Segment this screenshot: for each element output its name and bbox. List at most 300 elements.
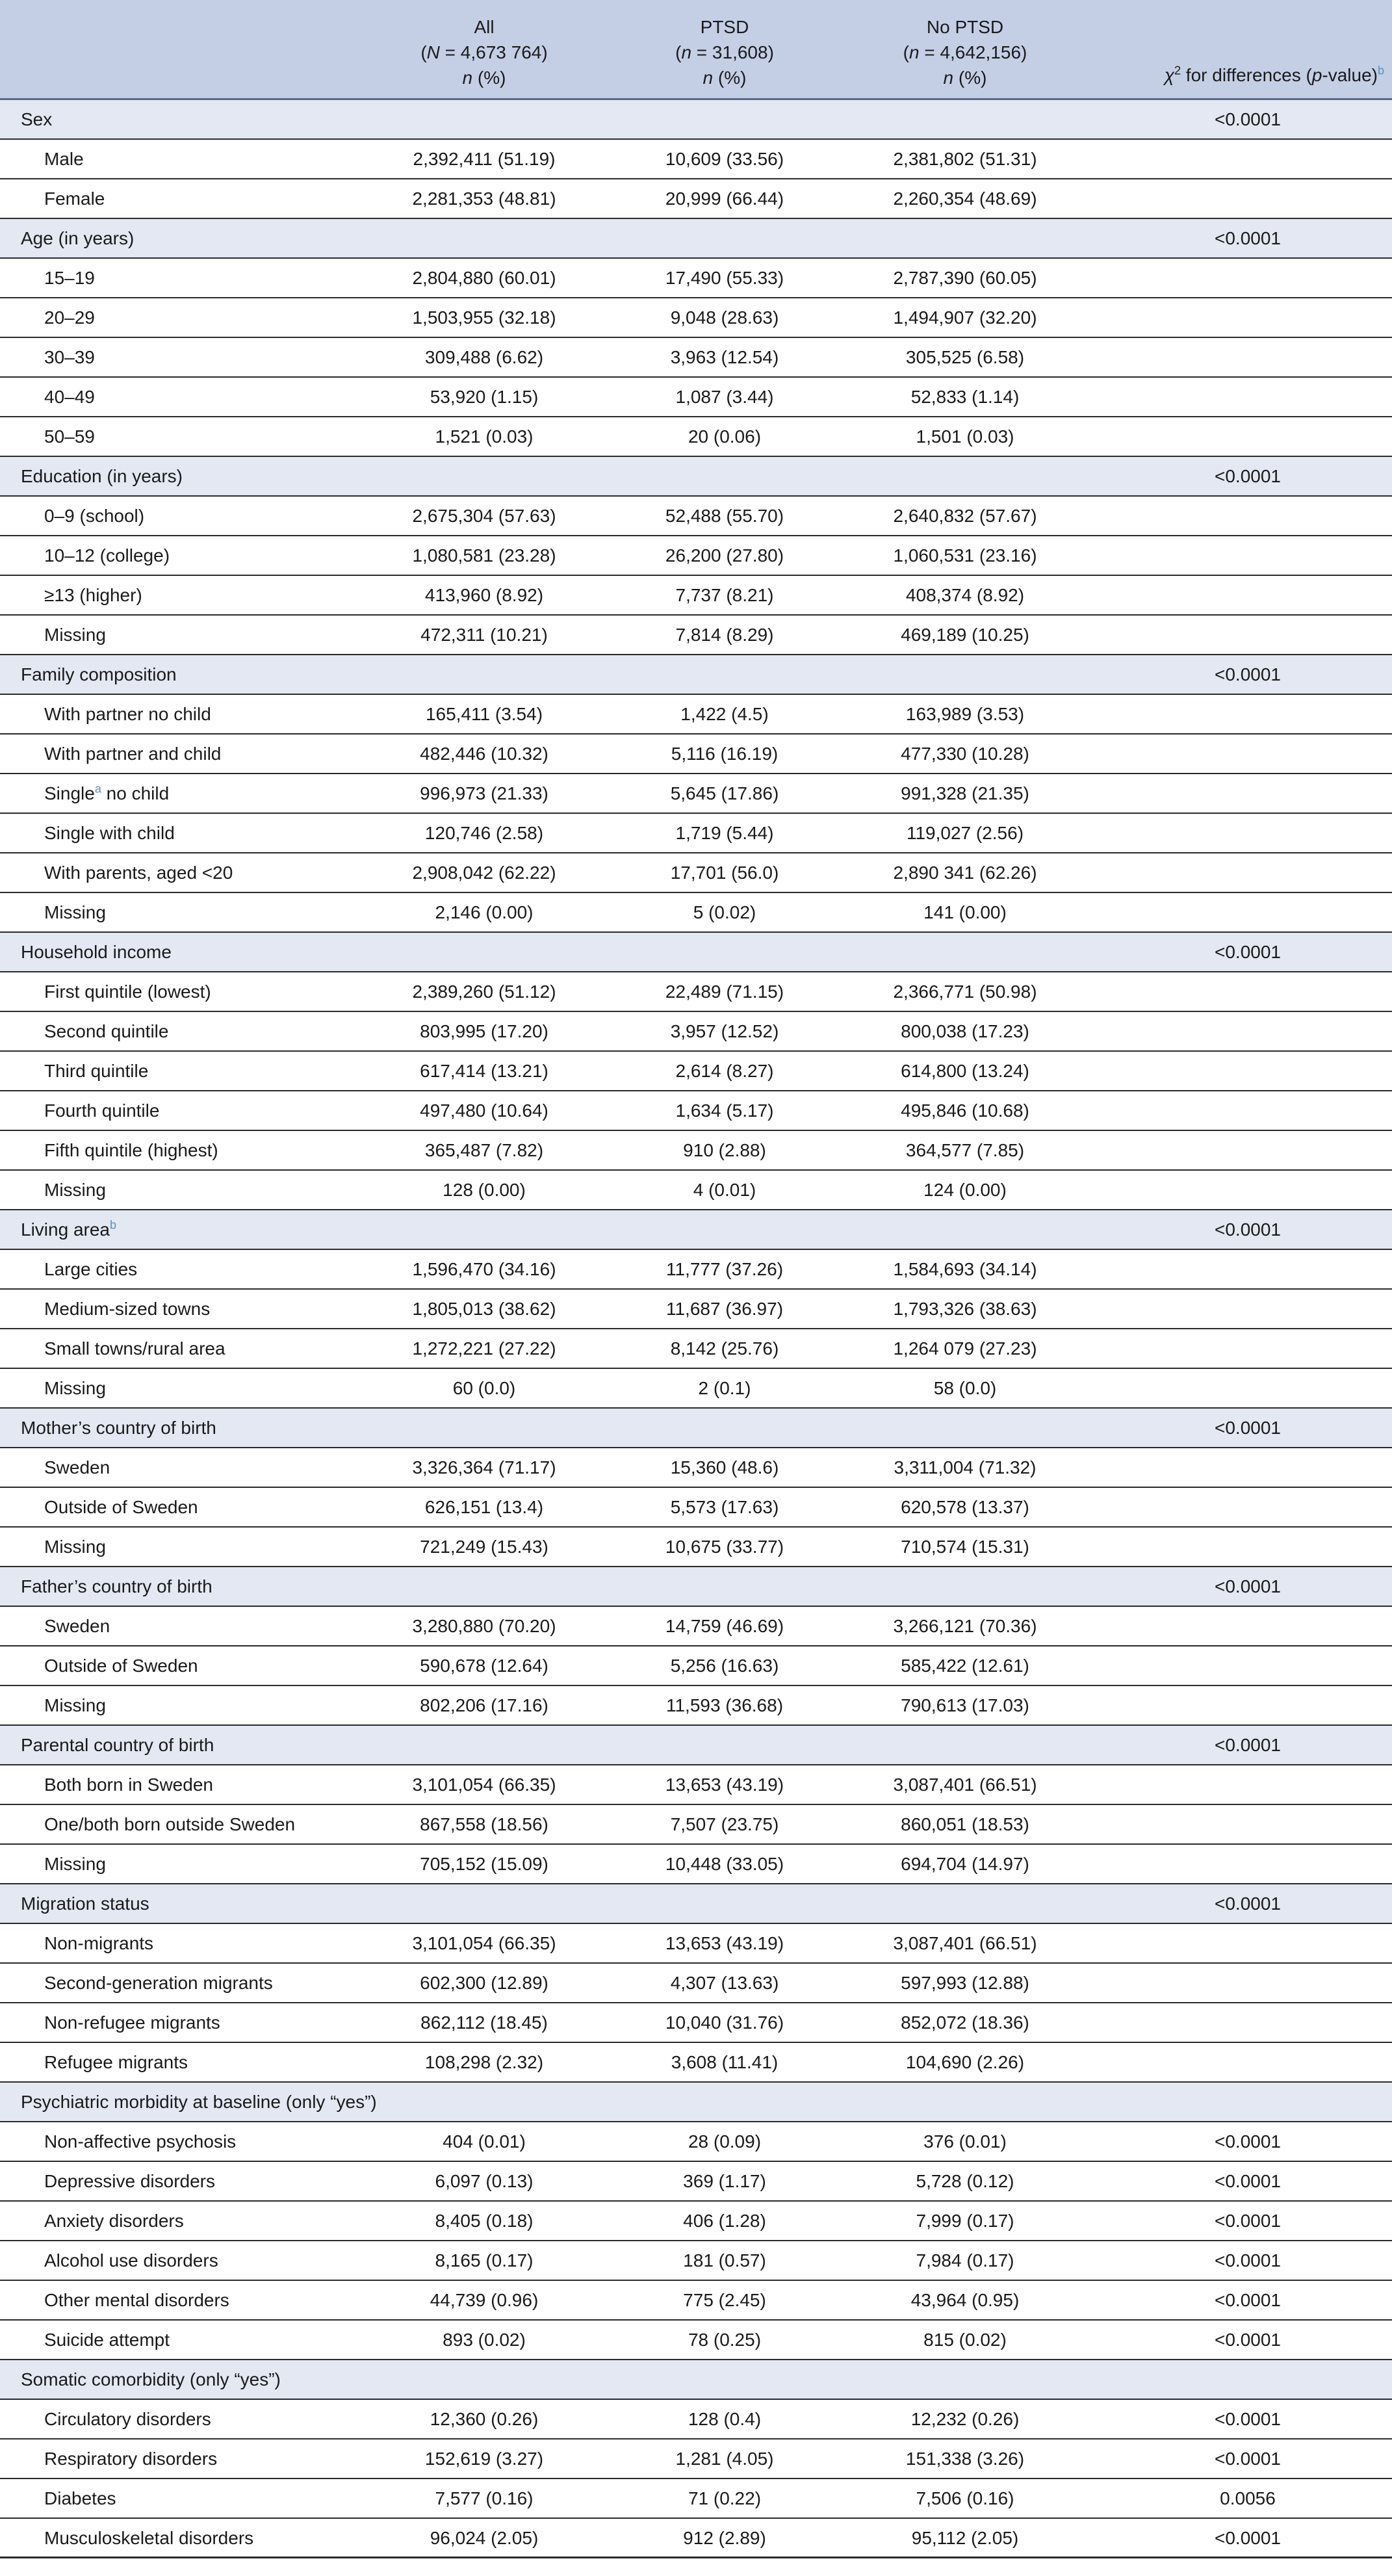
cell-all: 803,995 (17.20) xyxy=(420,1021,548,1041)
cell-no-ptsd: 7,984 (0.17) xyxy=(916,2250,1014,2270)
cell-ptsd: 10,675 (33.77) xyxy=(665,1537,784,1557)
cell-all: 867,558 (18.56) xyxy=(420,1814,548,1834)
cell-all: 802,206 (17.16) xyxy=(420,1695,548,1715)
cell-no-ptsd: 1,501 (0.03) xyxy=(916,426,1014,447)
cell-ptsd: 7,507 (23.75) xyxy=(670,1814,779,1834)
cell-ptsd: 5,116 (16.19) xyxy=(671,744,779,764)
cell-p-value: <0.0001 xyxy=(1215,2409,1281,2429)
group-label: Psychiatric morbidity at baseline (only “yes”) xyxy=(21,2092,377,2112)
row-label: One/both born outside Sweden xyxy=(44,1814,296,1834)
group-label: Living area$^b$ xyxy=(21,1218,116,1240)
row-label: 10–12 (college) xyxy=(44,545,170,566)
cell-all: 3,280,880 (70.20) xyxy=(412,1616,556,1636)
cell-all: 3,101,054 (66.35) xyxy=(412,1775,556,1795)
table-group-row xyxy=(0,100,1392,140)
table-row xyxy=(0,1091,1392,1131)
cell-no-ptsd: 151,338 (3.26) xyxy=(905,2449,1025,2469)
cell-no-ptsd: 3,311,004 (71.32) xyxy=(894,1457,1037,1477)
cell-ptsd: 128 (0.4) xyxy=(688,2409,762,2429)
cell-ptsd: 1,719 (5.44) xyxy=(675,823,774,843)
cell-all: 8,405 (0.18) xyxy=(435,2211,534,2231)
cell-no-ptsd: 2,787,390 (60.05) xyxy=(893,268,1037,288)
group-label: Household income xyxy=(21,942,172,962)
row-label: Anxiety disorders xyxy=(44,2211,184,2231)
cell-ptsd: 14,759 (46.69) xyxy=(665,1616,784,1636)
cell-all: 365,487 (7.82) xyxy=(424,1140,544,1160)
header-ptsd-title: PTSD xyxy=(700,17,749,37)
cell-no-ptsd: 5,728 (0.12) xyxy=(916,2171,1014,2191)
table-header xyxy=(0,0,1392,100)
row-label: With partner no child xyxy=(44,704,211,724)
row-label: Single with child xyxy=(44,823,175,843)
cell-no-ptsd: 58 (0.0) xyxy=(933,1378,997,1398)
cell-no-ptsd: 2,366,771 (50.98) xyxy=(893,982,1037,1002)
table-group-row xyxy=(0,933,1392,972)
table-row xyxy=(0,853,1392,893)
row-label: Fifth quintile (highest) xyxy=(44,1140,218,1160)
table-row xyxy=(0,2519,1392,2558)
table-row xyxy=(0,2003,1392,2043)
cell-ptsd: 17,701 (56.0) xyxy=(670,863,779,883)
table-row xyxy=(0,972,1392,1012)
cell-all: 3,326,364 (71.17) xyxy=(412,1457,556,1477)
cell-p-value: <0.0001 xyxy=(1215,2211,1281,2231)
table-row xyxy=(0,140,1392,179)
cell-no-ptsd: 495,846 (10.68) xyxy=(901,1100,1029,1121)
table-group-row xyxy=(0,1726,1392,1765)
cell-p-value: <0.0001 xyxy=(1215,2528,1281,2548)
cell-p-value: <0.0001 xyxy=(1215,2290,1281,2310)
table-group-row xyxy=(0,1409,1392,1448)
table-row xyxy=(0,1369,1392,1409)
group-label: Father’s country of birth xyxy=(21,1576,213,1596)
cell-no-ptsd: 1,264 079 (27.23) xyxy=(893,1338,1037,1359)
cell-all: 617,414 (13.21) xyxy=(420,1061,548,1081)
cell-no-ptsd: 3,087,401 (66.51) xyxy=(893,1775,1037,1795)
row-label: Respiratory disorders xyxy=(44,2449,218,2469)
table-group-row xyxy=(0,457,1392,497)
cell-all: 44,739 (0.96) xyxy=(430,2290,539,2310)
cell-no-ptsd: 408,374 (8.92) xyxy=(905,585,1025,605)
table-row xyxy=(0,893,1392,933)
cell-all: 472,311 (10.21) xyxy=(420,625,548,645)
table-row xyxy=(0,774,1392,814)
cell-no-ptsd: 124 (0.00) xyxy=(923,1180,1007,1200)
cell-all: 497,480 (10.64) xyxy=(420,1100,548,1121)
cell-ptsd: 775 (2.45) xyxy=(683,2290,766,2310)
row-label: 20–29 xyxy=(44,307,95,328)
row-label: Female xyxy=(44,189,105,209)
table-row xyxy=(0,616,1392,655)
cell-all: 893 (0.02) xyxy=(443,2330,526,2350)
cell-all: 626,151 (13.4) xyxy=(424,1497,544,1517)
cell-ptsd: 4,307 (13.63) xyxy=(670,1973,779,1993)
cell-no-ptsd: 694,704 (14.97) xyxy=(901,1854,1029,1874)
row-label: Non-migrants xyxy=(44,1933,154,1953)
cell-all: 152,619 (3.27) xyxy=(424,2449,544,2469)
cell-no-ptsd: 95,112 (2.05) xyxy=(911,2528,1019,2548)
cell-p-value: 0.0056 xyxy=(1220,2488,1276,2508)
row-label: Outside of Sweden xyxy=(44,1497,198,1517)
cell-p-value: <0.0001 xyxy=(1215,228,1281,248)
cell-all: 2,804,880 (60.01) xyxy=(412,268,556,288)
group-label: Parental country of birth xyxy=(21,1735,214,1755)
row-label: Missing xyxy=(44,1695,106,1715)
cell-all: 413,960 (8.92) xyxy=(424,585,544,605)
row-label: Musculoskeletal disorders xyxy=(44,2528,254,2548)
cell-ptsd: 10,040 (31.76) xyxy=(665,2012,784,2033)
cell-all: 1,080,581 (23.28) xyxy=(412,545,556,566)
cell-all: 8,165 (0.17) xyxy=(435,2250,534,2270)
cell-all: 404 (0.01) xyxy=(443,2131,526,2152)
cell-ptsd: 22,489 (71.15) xyxy=(665,982,784,1002)
row-label: Missing xyxy=(44,1378,106,1398)
cell-all: 996,973 (21.33) xyxy=(420,783,548,803)
table-group-row xyxy=(0,2083,1392,2122)
cell-no-ptsd: 597,993 (12.88) xyxy=(901,1973,1029,1993)
cell-ptsd: 5,645 (17.86) xyxy=(670,783,779,803)
row-label: Other mental disorders xyxy=(44,2290,229,2310)
cell-ptsd: 15,360 (48.6) xyxy=(670,1457,779,1477)
cell-no-ptsd: 1,060,531 (23.16) xyxy=(893,545,1037,566)
cell-all: 2,392,411 (51.19) xyxy=(413,149,556,169)
cell-ptsd: 3,608 (11.41) xyxy=(671,2052,779,2072)
cell-no-ptsd: 477,330 (10.28) xyxy=(901,744,1029,764)
header-ptsd-unit: n (%) xyxy=(702,68,747,88)
row-label: 50–59 xyxy=(44,426,95,447)
cell-p-value: <0.0001 xyxy=(1215,1735,1281,1755)
row-label: Missing xyxy=(44,902,106,922)
table-row xyxy=(0,1607,1392,1646)
cell-all: 2,389,260 (51.12) xyxy=(412,982,556,1002)
row-label: Single$^a$ no child xyxy=(44,782,170,803)
table-row xyxy=(0,1528,1392,1567)
cell-all: 128 (0.00) xyxy=(443,1180,526,1200)
cell-ptsd: 28 (0.09) xyxy=(688,2131,762,2152)
cell-no-ptsd: 7,506 (0.16) xyxy=(916,2488,1014,2508)
cell-ptsd: 7,737 (8.21) xyxy=(675,585,774,605)
row-label: 40–49 xyxy=(44,387,95,407)
cell-no-ptsd: 141 (0.00) xyxy=(923,902,1007,922)
cell-ptsd: 17,490 (55.33) xyxy=(665,268,784,288)
table-row xyxy=(0,259,1392,298)
row-label: Both born in Sweden xyxy=(44,1775,213,1795)
row-label: Second quintile xyxy=(44,1021,169,1041)
cell-ptsd: 26,200 (27.80) xyxy=(665,545,784,566)
group-label: Mother’s country of birth xyxy=(21,1418,216,1438)
cell-p-value: <0.0001 xyxy=(1215,1418,1281,1438)
row-label: Refugee migrants xyxy=(44,2052,188,2072)
cell-ptsd: 3,963 (12.54) xyxy=(670,347,779,367)
row-label: Medium-sized towns xyxy=(44,1299,211,1319)
table-row xyxy=(0,417,1392,457)
cell-no-ptsd: 790,613 (17.03) xyxy=(901,1695,1029,1715)
cell-ptsd: 20,999 (66.44) xyxy=(665,189,784,209)
cell-all: 53,920 (1.15) xyxy=(430,387,539,407)
cell-all: 2,146 (0.00) xyxy=(435,902,534,922)
table-row xyxy=(0,536,1392,576)
cell-all: 1,503,955 (32.18) xyxy=(412,307,556,328)
table-row xyxy=(0,378,1392,417)
row-label: Fourth quintile xyxy=(44,1100,160,1121)
header-chi-square: $\chi^2$ for differences (p-value)$^b$ xyxy=(1164,64,1384,85)
row-label: Missing xyxy=(44,1854,106,1874)
cell-all: 60 (0.0) xyxy=(452,1378,516,1398)
cell-p-value: <0.0001 xyxy=(1215,2171,1281,2191)
cell-no-ptsd: 710,574 (15.31) xyxy=(901,1537,1029,1557)
cell-ptsd: 11,593 (36.68) xyxy=(665,1695,784,1715)
cell-p-value: <0.0001 xyxy=(1215,2250,1281,2270)
cell-ptsd: 369 (1.17) xyxy=(683,2171,766,2191)
cell-no-ptsd: 43,964 (0.95) xyxy=(910,2290,1020,2310)
table-row xyxy=(0,735,1392,774)
table-row xyxy=(0,1131,1392,1171)
cell-all: 1,596,470 (34.16) xyxy=(412,1259,556,1279)
header-ptsd-count: (n = 31,608) xyxy=(675,42,774,62)
cell-p-value: <0.0001 xyxy=(1215,2449,1281,2469)
row-label: Outside of Sweden xyxy=(44,1656,198,1676)
cell-ptsd: 912 (2.89) xyxy=(683,2528,766,2548)
table-row xyxy=(0,1012,1392,1052)
table-row xyxy=(0,1329,1392,1369)
cell-ptsd: 4 (0.01) xyxy=(693,1180,756,1200)
row-label: 15–19 xyxy=(44,268,95,288)
cell-ptsd: 11,687 (36.97) xyxy=(665,1299,784,1319)
table-group-row xyxy=(0,2360,1392,2400)
cell-no-ptsd: 52,833 (1.14) xyxy=(910,387,1020,407)
cell-ptsd: 406 (1.28) xyxy=(683,2211,766,2231)
cell-ptsd: 5,256 (16.63) xyxy=(670,1656,779,1676)
cell-ptsd: 13,653 (43.19) xyxy=(665,1775,784,1795)
table-row xyxy=(0,2479,1392,2519)
row-label: Second-generation migrants xyxy=(44,1973,273,1993)
row-label: Missing xyxy=(44,625,106,645)
table-body xyxy=(0,100,1392,2558)
table-group-row xyxy=(0,1210,1392,1250)
row-label: 0–9 (school) xyxy=(44,506,145,526)
row-label: Depressive disorders xyxy=(44,2171,215,2191)
cell-ptsd: 78 (0.25) xyxy=(688,2330,762,2350)
table-row xyxy=(0,1448,1392,1488)
cell-no-ptsd: 2,260,354 (48.69) xyxy=(893,189,1037,209)
cell-ptsd: 2,614 (8.27) xyxy=(675,1061,774,1081)
table-row xyxy=(0,1171,1392,1210)
cell-p-value: <0.0001 xyxy=(1215,109,1281,129)
cell-ptsd: 52,488 (55.70) xyxy=(665,506,784,526)
cell-all: 705,152 (15.09) xyxy=(420,1854,548,1874)
cell-ptsd: 1,281 (4.05) xyxy=(675,2449,774,2469)
header-no-ptsd-unit: n (%) xyxy=(943,68,987,88)
table-row xyxy=(0,2043,1392,2083)
cell-all: 1,805,013 (38.62) xyxy=(412,1299,556,1319)
cell-no-ptsd: 1,793,326 (38.63) xyxy=(893,1299,1037,1319)
cell-all: 165,411 (3.54) xyxy=(425,704,543,724)
cell-p-value: <0.0001 xyxy=(1215,2330,1281,2350)
row-label: First quintile (lowest) xyxy=(44,982,211,1002)
table-row xyxy=(0,2400,1392,2439)
cell-no-ptsd: 7,999 (0.17) xyxy=(916,2211,1014,2231)
cell-p-value: <0.0001 xyxy=(1215,1893,1281,1914)
row-label: Small towns/rural area xyxy=(44,1338,226,1359)
cell-all: 862,112 (18.45) xyxy=(420,2012,548,2033)
footnote-b-link[interactable]: b xyxy=(1377,64,1384,77)
cell-no-ptsd: 3,266,121 (70.36) xyxy=(893,1616,1037,1636)
cell-no-ptsd: 860,051 (18.53) xyxy=(901,1814,1029,1834)
cell-ptsd: 7,814 (8.29) xyxy=(675,625,774,645)
header-ptsd xyxy=(604,14,845,90)
table-row xyxy=(0,576,1392,616)
cell-all: 6,097 (0.13) xyxy=(435,2171,534,2191)
header-all-title: All xyxy=(474,17,495,37)
cell-no-ptsd: 1,494,907 (32.20) xyxy=(893,307,1037,328)
cell-p-value: <0.0001 xyxy=(1215,664,1281,684)
cell-no-ptsd: 163,989 (3.53) xyxy=(905,704,1025,724)
table-group-row xyxy=(0,1884,1392,1924)
cell-ptsd: 181 (0.57) xyxy=(683,2250,766,2270)
table-row xyxy=(0,1488,1392,1528)
cell-ptsd: 3,957 (12.52) xyxy=(670,1021,779,1041)
table-row xyxy=(0,2241,1392,2281)
table-row xyxy=(0,1290,1392,1329)
cell-p-value: <0.0001 xyxy=(1215,1576,1281,1596)
group-label: Education (in years) xyxy=(21,466,183,486)
table-row xyxy=(0,1686,1392,1726)
group-label: Family composition xyxy=(21,664,177,684)
cell-no-ptsd: 800,038 (17.23) xyxy=(901,1021,1029,1041)
table-group-row xyxy=(0,655,1392,695)
row-label: Non-affective psychosis xyxy=(44,2131,237,2152)
row-label: Diabetes xyxy=(44,2488,116,2508)
cell-no-ptsd: 2,640,832 (57.67) xyxy=(893,506,1037,526)
cell-ptsd: 71 (0.22) xyxy=(688,2488,762,2508)
header-all xyxy=(364,14,604,90)
footnote-a-link[interactable]: a xyxy=(94,782,101,796)
cell-no-ptsd: 620,578 (13.37) xyxy=(901,1497,1029,1517)
table-row xyxy=(0,695,1392,735)
cell-no-ptsd: 119,027 (2.56) xyxy=(906,823,1024,843)
cell-all: 1,272,221 (27.22) xyxy=(412,1338,556,1359)
cell-ptsd: 20 (0.06) xyxy=(688,426,762,447)
table-row xyxy=(0,298,1392,338)
cell-ptsd: 11,777 (37.26) xyxy=(665,1259,784,1279)
row-label: Suicide attempt xyxy=(44,2330,170,2350)
table-row xyxy=(0,497,1392,536)
cell-p-value: <0.0001 xyxy=(1215,942,1281,962)
row-label: Alcohol use disorders xyxy=(44,2250,218,2270)
row-label: Circulatory disorders xyxy=(44,2409,211,2429)
cell-no-ptsd: 376 (0.01) xyxy=(923,2131,1007,2152)
row-label: Non-refugee migrants xyxy=(44,2012,220,2033)
table-group-row xyxy=(0,1567,1392,1607)
cell-all: 1,521 (0.03) xyxy=(435,426,534,447)
cell-ptsd: 5,573 (17.63) xyxy=(670,1497,779,1517)
header-no-ptsd-count: (n = 4,642,156) xyxy=(903,42,1027,62)
cell-ptsd: 9,048 (28.63) xyxy=(670,307,779,328)
table-row xyxy=(0,1964,1392,2003)
cell-all: 7,577 (0.16) xyxy=(435,2488,534,2508)
cell-no-ptsd: 852,072 (18.36) xyxy=(901,2012,1029,2033)
cell-no-ptsd: 3,087,401 (66.51) xyxy=(893,1933,1037,1953)
table-row xyxy=(0,1924,1392,1964)
cell-no-ptsd: 2,890 341 (62.26) xyxy=(893,863,1037,883)
cell-all: 309,488 (6.62) xyxy=(424,347,544,367)
cell-all: 2,281,353 (48.81) xyxy=(412,189,556,209)
table-row xyxy=(0,814,1392,853)
cell-all: 120,746 (2.58) xyxy=(424,823,544,843)
cell-no-ptsd: 585,422 (12.61) xyxy=(901,1656,1029,1676)
cell-all: 602,300 (12.89) xyxy=(420,1973,548,1993)
group-label: Sex xyxy=(21,109,53,129)
table-row xyxy=(0,1646,1392,1686)
group-label: Age (in years) xyxy=(21,228,135,248)
row-label: Large cities xyxy=(44,1259,138,1279)
table-row xyxy=(0,2439,1392,2479)
group-label: Somatic comorbidity (only “yes”) xyxy=(21,2369,281,2389)
row-label: 30–39 xyxy=(44,347,95,367)
header-no-ptsd-title: No PTSD xyxy=(926,17,1004,37)
row-label: With parents, aged <20 xyxy=(44,863,233,883)
table-row xyxy=(0,1765,1392,1805)
header-all-count: (N = 4,673 764) xyxy=(420,42,548,62)
header-no-ptsd xyxy=(845,14,1085,90)
cell-no-ptsd: 12,232 (0.26) xyxy=(910,2409,1020,2429)
cell-all: 96,024 (2.05) xyxy=(430,2528,539,2548)
cell-ptsd: 10,609 (33.56) xyxy=(665,149,784,169)
cell-no-ptsd: 2,381,802 (51.31) xyxy=(893,149,1037,169)
cell-no-ptsd: 469,189 (10.25) xyxy=(901,625,1029,645)
table-group-row xyxy=(0,219,1392,259)
row-label: Sweden xyxy=(44,1616,110,1636)
row-label: Sweden xyxy=(44,1457,110,1477)
table-row xyxy=(0,2162,1392,2202)
cell-ptsd: 1,422 (4.5) xyxy=(680,704,769,724)
cell-p-value: <0.0001 xyxy=(1215,466,1281,486)
cell-no-ptsd: 1,584,693 (34.14) xyxy=(893,1259,1037,1279)
cell-ptsd: 1,087 (3.44) xyxy=(675,387,774,407)
table-row xyxy=(0,2281,1392,2321)
cell-no-ptsd: 104,690 (2.26) xyxy=(905,2052,1025,2072)
row-label: ≥13 (higher) xyxy=(44,585,142,605)
table-row xyxy=(0,338,1392,378)
cell-all: 590,678 (12.64) xyxy=(420,1656,548,1676)
cell-all: 2,675,304 (57.63) xyxy=(412,506,556,526)
table-row xyxy=(0,1052,1392,1091)
cell-no-ptsd: 991,328 (21.35) xyxy=(901,783,1029,803)
cell-ptsd: 8,142 (25.76) xyxy=(670,1338,779,1359)
row-label: Male xyxy=(44,149,84,169)
cell-p-value: <0.0001 xyxy=(1215,2131,1281,2152)
cell-ptsd: 2 (0.1) xyxy=(698,1378,751,1398)
row-label: Missing xyxy=(44,1180,106,1200)
row-label: With partner and child xyxy=(44,744,222,764)
table-row xyxy=(0,2202,1392,2241)
cell-all: 3,101,054 (66.35) xyxy=(412,1933,556,1953)
cell-no-ptsd: 364,577 (7.85) xyxy=(905,1140,1025,1160)
cell-all: 721,249 (15.43) xyxy=(420,1537,548,1557)
group-label: Migration status xyxy=(21,1893,149,1914)
cell-all: 12,360 (0.26) xyxy=(430,2409,539,2429)
cell-p-value: <0.0001 xyxy=(1215,1219,1281,1240)
table-row xyxy=(0,1805,1392,1845)
cell-no-ptsd: 614,800 (13.24) xyxy=(901,1061,1029,1081)
cell-all: 108,298 (2.32) xyxy=(424,2052,544,2072)
cell-ptsd: 910 (2.88) xyxy=(683,1140,766,1160)
table-row xyxy=(0,2321,1392,2360)
row-label: Third quintile xyxy=(44,1061,149,1081)
footnote-b-link[interactable]: b xyxy=(109,1218,116,1232)
cell-all: 482,446 (10.32) xyxy=(420,744,548,764)
cell-ptsd: 10,448 (33.05) xyxy=(665,1854,784,1874)
